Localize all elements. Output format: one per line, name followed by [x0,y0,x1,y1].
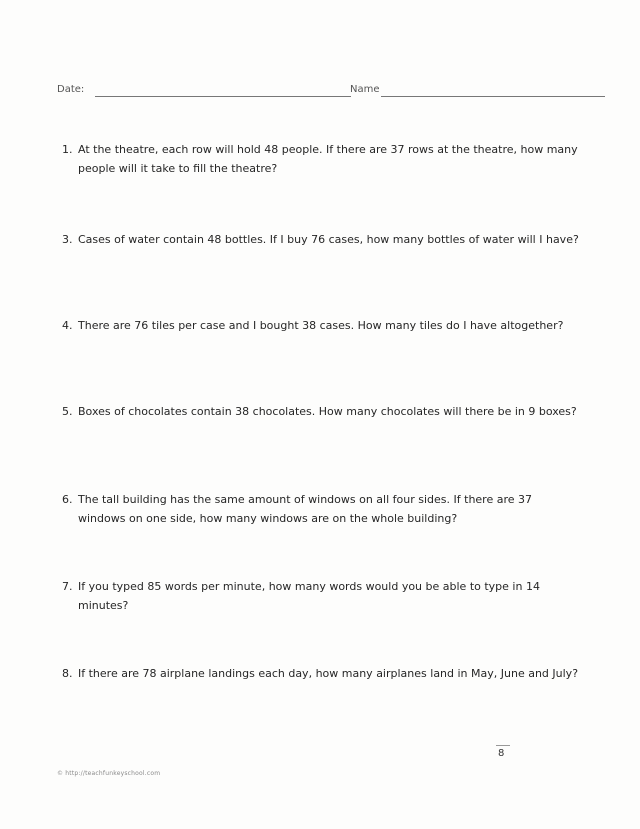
question-item [62,490,582,528]
question-text: At the theatre, each row will hold 48 people. If there are 37 rows at the theatre, how many people will it take to fill the theatre? [78,143,578,175]
question-number: 3. [62,233,73,246]
question-number: 7. [62,580,73,593]
question-text: Boxes of chocolates contain 38 chocolates. How many chocolates will there be in 9 boxes? [78,405,577,418]
name-label: Name [350,84,380,95]
date-label: Date: [57,84,85,95]
question-text: If you typed 85 words per minute, how many words would you be able to type in 14 minutes? [78,580,540,612]
question-item [62,402,582,421]
question-text: There are 76 tiles per case and I bought 38 cases. How many tiles do I have altogether? [78,319,564,332]
worksheet-header [57,84,605,100]
question-number: 8. [62,667,73,680]
question-number: 5. [62,405,73,418]
question-item [62,230,582,249]
question-text: Cases of water contain 48 bottles. If I buy 76 cases, how many bottles of water will I have? [78,233,579,246]
question-text: If there are 78 airplane landings each day, how many airplanes land in May, June and July? [78,667,579,680]
name-field-line[interactable] [381,96,605,97]
question-number: 1. [62,143,73,156]
footer-url: © http://teachfunkeyschool.com [57,770,161,777]
question-number: 6. [62,493,73,506]
question-item [62,664,582,683]
question-item [62,316,582,335]
question-number: 4. [62,319,73,332]
question-item [62,140,582,178]
question-item [62,577,582,615]
date-field-line[interactable] [95,96,351,97]
page-number: 8 [498,748,505,759]
question-text: The tall building has the same amount of windows on all four sides. If there are 37 windows on one side, how many windows are on the whole building? [78,493,533,525]
page-number-rule [496,745,510,746]
